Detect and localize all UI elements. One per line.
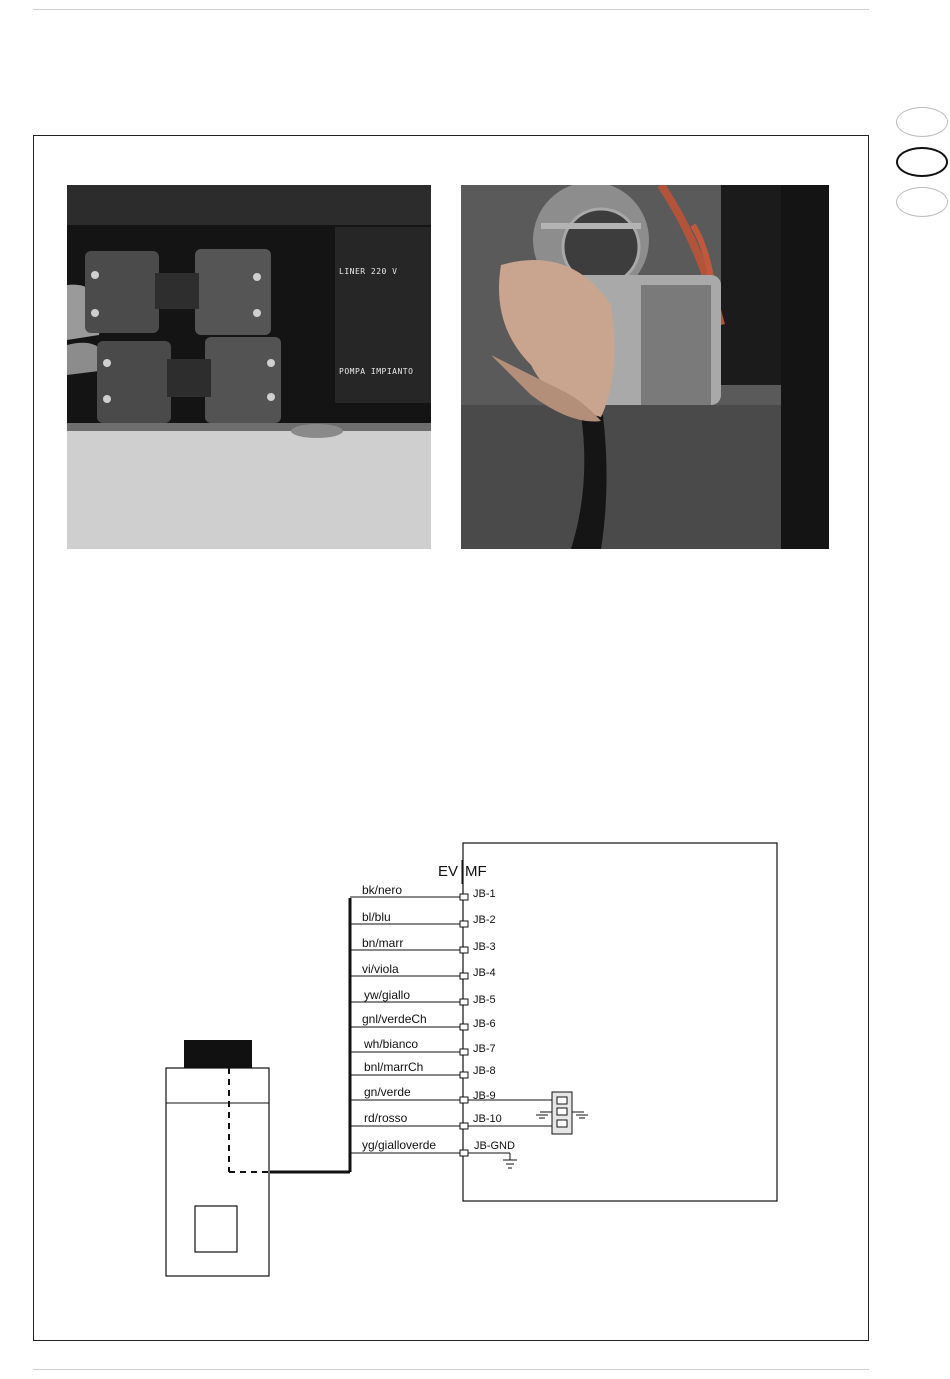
- terminal-label: JB-7: [473, 1043, 496, 1055]
- wire-color-label: gnl/verdeCh: [362, 1012, 427, 1026]
- panel-label-pump: POMPA IMPIANTO: [339, 367, 414, 376]
- wire-row-2: [350, 910, 496, 927]
- terminal-label: JB-8: [473, 1065, 496, 1077]
- terminal-label: JB-5: [473, 994, 496, 1006]
- terminal-label: JB-1: [473, 888, 496, 900]
- wire-row-1: [350, 883, 496, 900]
- terminal-label: JB-2: [473, 914, 496, 926]
- wire-color-label: vi/viola: [362, 962, 399, 976]
- terminal-label: JB-GND: [474, 1140, 515, 1152]
- wire-row-10: [350, 1111, 556, 1129]
- wire-row-6: [350, 1012, 496, 1030]
- wire-color-label: bl/blu: [362, 910, 391, 924]
- wire-row-4: [350, 962, 496, 979]
- terminal-label: JB-3: [473, 941, 496, 953]
- wire-color-label: bnl/marrCh: [364, 1060, 424, 1074]
- wire-color-label: gn/verde: [364, 1085, 411, 1099]
- wire-row-8: [350, 1060, 496, 1078]
- wire-row-11: [350, 1138, 517, 1168]
- wire-color-label: bk/nero: [362, 883, 403, 897]
- terminal-label: JB-6: [473, 1018, 496, 1030]
- wire-color-label: yw/giallo: [364, 988, 411, 1002]
- wire-color-label: yg/gialloverde: [362, 1138, 437, 1152]
- wire-color-label: rd/rosso: [364, 1111, 408, 1125]
- wire-color-label: bn/marr: [362, 936, 404, 950]
- wire-row-3: [350, 936, 496, 953]
- wire-row-9: [350, 1085, 556, 1103]
- diagram-header-ev: EV: [438, 863, 459, 880]
- terminal-label: JB-9: [473, 1090, 496, 1102]
- wire-color-label: wh/bianco: [364, 1037, 419, 1051]
- terminal-label: JB-10: [473, 1113, 502, 1125]
- diagram-header-mf: MF: [465, 863, 487, 880]
- wire-row-7: [350, 1037, 496, 1055]
- terminal-label: JB-4: [473, 967, 496, 979]
- wire-row-5: [350, 988, 496, 1006]
- ground-connector-block: [536, 1092, 588, 1134]
- panel-label-liner: LINER 220 V: [339, 267, 398, 276]
- boiler-unit: [166, 1040, 269, 1276]
